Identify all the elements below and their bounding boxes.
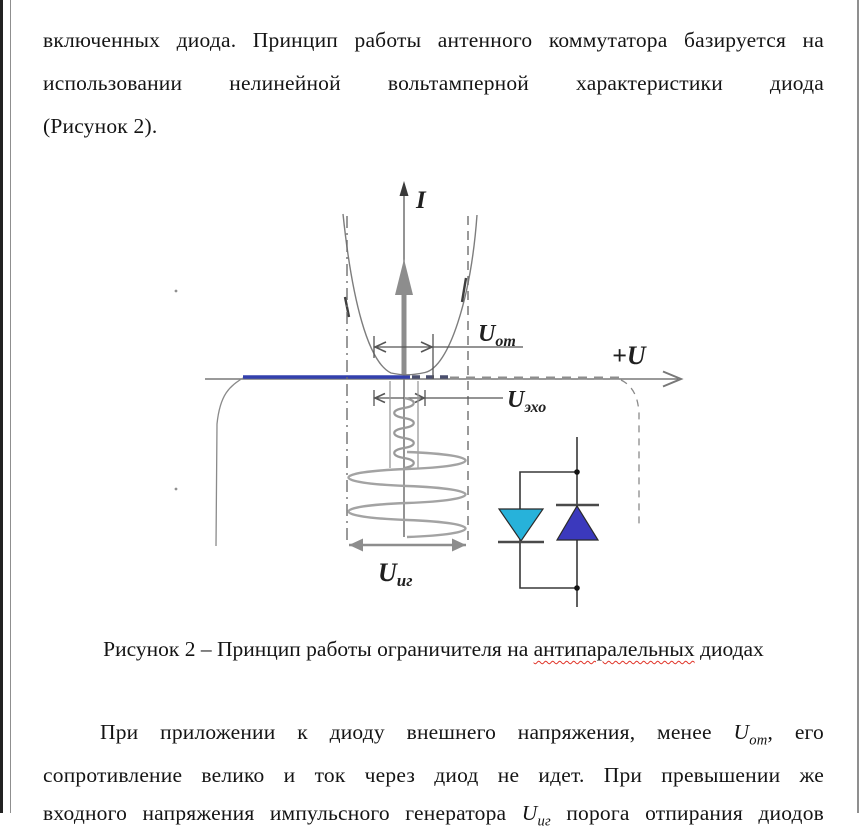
p2l3-text-post: порога отпирания диодов bbox=[550, 801, 824, 825]
u-ig-label bbox=[378, 558, 413, 590]
u-ig-label-sub: иг bbox=[396, 571, 413, 590]
scan-artifact-dot bbox=[175, 488, 178, 491]
u-ig-inline-main: U bbox=[521, 801, 538, 825]
u-ot-inline-symbol bbox=[733, 720, 768, 749]
u-eho-label bbox=[507, 387, 546, 416]
transmit-pulse-arrow bbox=[395, 259, 413, 375]
paragraph2-line1 bbox=[43, 719, 824, 753]
u-eho-measure bbox=[374, 390, 503, 406]
paragraph1-line3: (Рисунок 2). bbox=[43, 114, 158, 138]
u-ot-label-main: U bbox=[478, 321, 496, 347]
figure-caption bbox=[43, 636, 824, 662]
generator-sine-wave bbox=[349, 452, 466, 537]
u-eho-label-sub: эхо bbox=[524, 399, 547, 416]
breakdown-curve-left bbox=[216, 378, 243, 546]
paragraph2-line2: сопротивление велико и ток через диод не идет. При превышении же bbox=[43, 763, 824, 787]
p2l1-text-pre: При приложении к диоду внешнего напряжения, менее bbox=[100, 720, 734, 744]
paragraph1-line2: использовании нелинейной вольтамперной характеристики диода bbox=[43, 71, 824, 95]
scan-artifact-dot bbox=[175, 290, 178, 293]
u-ot-label bbox=[478, 321, 516, 350]
u-ot-inline-main: U bbox=[733, 720, 750, 744]
u-ig-measure bbox=[349, 539, 466, 552]
u-eho-label-main: U bbox=[507, 387, 525, 413]
p2l1-text-post: , его bbox=[767, 720, 824, 744]
p2l3-text-pre: входного напряжения импульсного генератора bbox=[43, 801, 522, 825]
caption-text-start: Рисунок 2 – Принцип работы ограничителя на bbox=[103, 637, 534, 661]
u-axis bbox=[205, 341, 681, 387]
i-axis-arrowhead bbox=[400, 181, 409, 196]
u-ot-label-sub: от bbox=[495, 333, 516, 350]
paragraph1-line1: включенных диода. Принцип работы антенного коммутатора базируется на bbox=[43, 28, 824, 52]
u-ig-label-main: U bbox=[378, 558, 397, 587]
paragraph2-line3-clipped bbox=[43, 800, 824, 834]
u-ot-inline-sub: от bbox=[749, 732, 768, 749]
u-axis-label: +U bbox=[612, 341, 646, 370]
caption-text-end: диодах bbox=[694, 637, 764, 661]
diode-cyan-triangle bbox=[499, 509, 543, 541]
i-axis-label: I bbox=[416, 187, 426, 214]
breakdown-curve-right-dashed bbox=[621, 380, 639, 528]
junction-dot-bottom bbox=[574, 585, 580, 591]
antiparallel-diodes-circuit bbox=[498, 437, 599, 607]
u-ig-inline-sub: иг bbox=[537, 813, 551, 830]
caption-misspelled-word: антипаралельных bbox=[533, 637, 695, 661]
u-ig-inline-symbol bbox=[521, 801, 551, 830]
diode-blue-triangle bbox=[557, 506, 598, 540]
junction-dot-top bbox=[574, 469, 580, 475]
